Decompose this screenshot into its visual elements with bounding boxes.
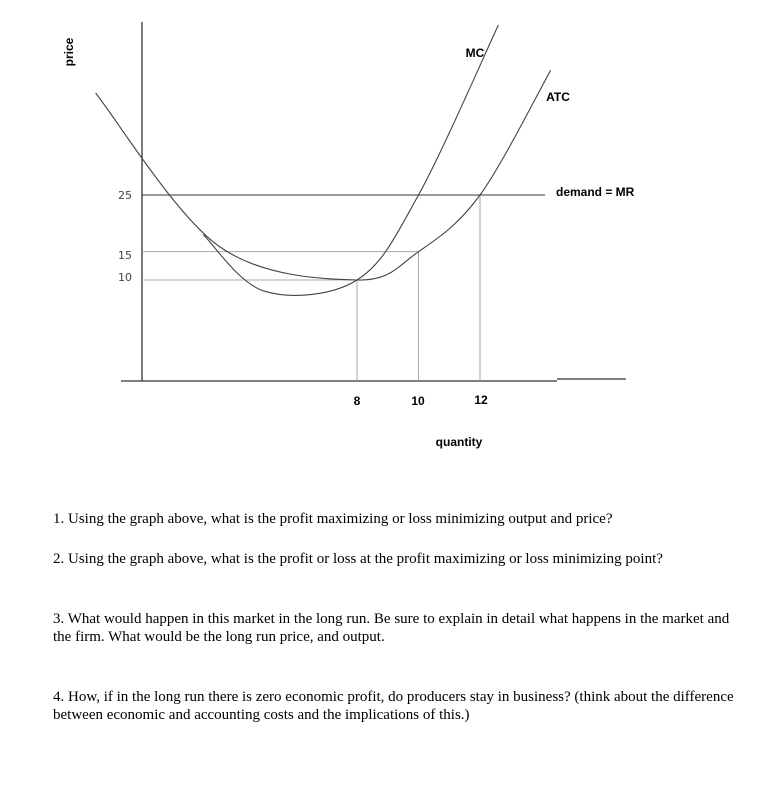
y-axis-title: price [62,37,76,67]
y-tick-25: 25 [118,189,132,202]
mc-label: MC [465,46,485,60]
x-tick-8: 8 [353,394,361,408]
mc-curve [203,25,498,295]
demand-mr-label: demand = MR [556,185,635,199]
y-tick-15: 15 [118,249,132,262]
question-2: 2. Using the graph above, what is the profit or loss at the profit maximizing or loss minimizing point? [53,551,663,567]
x-tick-12: 12 [474,393,488,407]
x-axis-title: quantity [435,435,483,449]
y-tick-10: 10 [118,271,132,284]
atc-curve [96,70,551,280]
x-tick-10: 10 [411,394,425,408]
question-1: 1. Using the graph above, what is the profit maximizing or loss minimizing output and price? [53,511,613,527]
atc-label: ATC [546,90,570,104]
question-4: 4. How, if in the long run there is zero economic profit, do producers stay in business? (think about the difference between economic and accounting costs and the implications of this.) [53,689,734,723]
question-3: 3. What would happen in this market in the long run. Be sure to explain in detail what happens in the market and the firm. What would be the long run price, and output. [53,611,730,645]
